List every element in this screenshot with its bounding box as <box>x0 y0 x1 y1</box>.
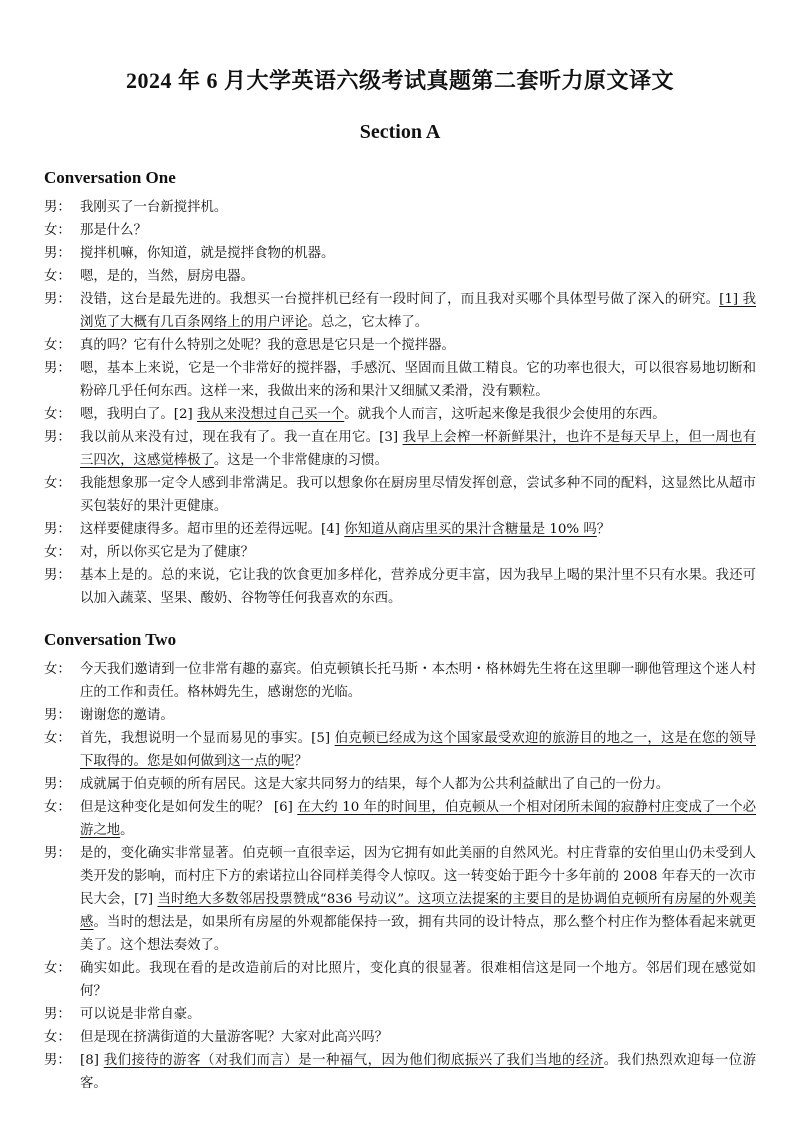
dialogue-text <box>80 242 756 265</box>
dialogue-line <box>44 727 756 773</box>
dialogue-line <box>44 773 756 796</box>
dialogue-line <box>44 265 756 288</box>
dialogue-text <box>80 1049 756 1095</box>
dialogue-text <box>80 472 756 518</box>
text-segment: 谢谢您的邀请。 <box>80 708 174 723</box>
dialogue-text <box>80 773 756 796</box>
dialogue-text <box>80 541 756 564</box>
conversation-block <box>44 630 756 1095</box>
speaker-label: 女： <box>44 662 71 677</box>
text-segment: 但是这种变化是如何发生的呢？ [6] <box>80 800 298 815</box>
text-segment: 这样要健康得多。超市里的还差得远呢。[4] <box>80 522 345 537</box>
dialogue-line <box>44 658 756 704</box>
speaker-label: 男： <box>44 1053 71 1068</box>
speaker-label: 女： <box>44 731 71 746</box>
dialogue-line <box>44 842 756 957</box>
speaker-label: 男： <box>44 361 71 376</box>
speaker-label: 男： <box>44 292 71 307</box>
dialogue-text <box>80 518 756 541</box>
text-segment: 真的吗？它有什么特别之处呢？我的意思是它只是一个搅拌器。 <box>80 338 455 353</box>
text-segment: 基本上是的。总的来说，它让我的饮食更加多样化，营养成分更丰富，因为我早上喝的果汁里不只有水果。我还可以加入蔬菜、坚果、酸奶、谷物等任何我喜欢的东西。 <box>80 568 756 606</box>
dialogue-text <box>80 704 756 727</box>
text-segment: 。总之，它太棒了。 <box>307 315 429 330</box>
text-segment: 我刚买了一台新搅拌机。 <box>80 200 228 215</box>
dialogue-line <box>44 196 756 219</box>
speaker-label: 男： <box>44 846 71 861</box>
text-segment: 今天我们邀请到一位非常有趣的嘉宾。伯克顿镇长托马斯・本杰明・格林姆先生将在这里聊一聊他管理这个迷人村庄的工作和责任。格林姆先生，感谢您的光临。 <box>80 662 756 700</box>
text-segment: 。 <box>120 823 134 838</box>
answer-underline: [1] 我浏览了大概有几百条网络上的用户评论 <box>80 292 756 330</box>
dialogue-line <box>44 472 756 518</box>
conversation-heading: Conversation One <box>44 168 176 187</box>
speaker-label: 女： <box>44 800 71 815</box>
text-segment: 。当时的想法是，如果所有房屋的外观都能保持一致，拥有共同的设计特点，那么整个村庄作为整体看起来就更美了。这个想法奏效了。 <box>80 915 757 953</box>
dialogue-line <box>44 564 756 610</box>
dialogue-text <box>80 426 756 472</box>
dialogue-line <box>44 219 756 242</box>
conversation-block <box>44 168 756 610</box>
answer-underline: 我从来没想过自己买一个 <box>196 407 345 422</box>
dialogue-text <box>80 219 756 242</box>
dialogue-line <box>44 334 756 357</box>
text-segment: 首先，我想说明一个显而易见的事实。[5] <box>80 731 335 746</box>
dialogue-line <box>44 1049 756 1095</box>
speaker-label: 男： <box>44 246 71 261</box>
dialogue-text <box>80 564 756 610</box>
dialogue-line <box>44 518 756 541</box>
dialogue-line <box>44 426 756 472</box>
dialogue-text <box>80 1026 756 1049</box>
text-segment: 那是什么？ <box>80 223 147 238</box>
answer-underline: 我早上会榨一杯新鲜果汁，也许不是每天早上，但一周也有三四次，这感觉棒极了 <box>80 430 756 468</box>
text-segment: 确实如此。我现在看的是改造前后的对比照片，变化真的很显著。很难相信这是同一个地方。邻居们现在感觉如何？ <box>80 961 756 999</box>
dialogue-text <box>80 288 756 334</box>
answer-underline: 在大约 10 年的时间里，伯克顿从一个相对闭所未闻的寂静村庄变成了一个必游之地 <box>80 800 756 838</box>
dialogue-line <box>44 1026 756 1049</box>
speaker-label: 女： <box>44 269 71 284</box>
answer-underline: 伯克顿已经成为这个国家最受欢迎的旅游目的地之一，这是在您的领导下取得的。您是如何做到这一点的呢 <box>80 731 756 769</box>
text-segment: 。这是一个非常健康的习惯。 <box>213 453 388 468</box>
speaker-label: 女： <box>44 407 71 422</box>
speaker-label: 男： <box>44 200 71 215</box>
speaker-label: 女： <box>44 1030 71 1045</box>
text-segment: 搅拌机嘛，你知道，就是搅拌食物的机器。 <box>80 246 335 261</box>
text-segment: 我以前从来没有过，现在我有了。我一直在用它。[3] <box>80 430 403 445</box>
answer-underline: 当时绝大多数邻居投票赞成“836 号动议”。这项立法提案的主要目的是协调伯克顿所有房屋的外观美感 <box>80 892 756 930</box>
dialogue-line <box>44 704 756 727</box>
speaker-label: 女： <box>44 223 71 238</box>
dialogue-text <box>80 357 756 403</box>
document-title: 2024 年 6 月大学英语六级考试真题第二套听力原文译文 <box>125 68 674 93</box>
text-segment: 成就属于伯克顿的所有居民。这是大家共同努力的结果，每个人都为公共利益献出了自己的一份力。 <box>80 777 670 792</box>
dialogue-line <box>44 796 756 842</box>
text-segment: 嗯，我明白了。[2] <box>80 407 197 422</box>
dialogue-line <box>44 242 756 265</box>
dialogue-line <box>44 403 756 426</box>
conversation-heading: Conversation Two <box>44 630 177 649</box>
text-segment: 。我们热烈欢迎每一位游客。 <box>80 1053 757 1091</box>
speaker-label: 男： <box>44 568 71 583</box>
text-segment: 嗯，基本上来说，它是一个非常好的搅拌器，手感沉、坚固而且做工精良。它的功率也很大，可以很容易地切断和粉碎几乎任何东西。这样一来，我做出来的汤和果汁又细腻又柔滑，没有颗粒。 <box>80 361 756 399</box>
speaker-label: 男： <box>44 708 71 723</box>
speaker-label: 女： <box>44 961 71 976</box>
speaker-label: 女： <box>44 338 71 353</box>
dialogue-line <box>44 957 756 1003</box>
text-segment: 没错，这台是最先进的。我想买一台搅拌机已经有一段时间了，而且我对买哪个具体型号做了深入的研究。 <box>80 292 720 307</box>
speaker-label: 男： <box>44 522 71 537</box>
dialogue-line <box>44 288 756 334</box>
text-segment: 。就我个人而言，这听起来像是我很少会使用的东西。 <box>344 407 666 422</box>
conversations-container <box>44 168 756 1095</box>
speaker-label: 女： <box>44 545 71 560</box>
speaker-label: 男： <box>44 1007 71 1022</box>
text-segment: 我能想象那一定令人感到非常满足。我可以想象你在厨房里尽情发挥创意，尝试多种不同的配料，这显然比从超市买包装好的果汁更健康。 <box>80 476 756 514</box>
dialogue-text <box>80 957 756 1003</box>
text-segment: [8] <box>80 1053 104 1068</box>
dialogue-line <box>44 357 756 403</box>
text-segment: ？ <box>294 754 308 769</box>
dialogue-text <box>80 842 756 957</box>
text-segment: 嗯，是的，当然，厨房电器。 <box>80 269 255 284</box>
speaker-label: 男： <box>44 777 71 792</box>
section-heading: Section A <box>359 121 441 143</box>
speaker-label: 女： <box>44 476 71 491</box>
text-segment: 可以说是非常自豪。 <box>80 1007 201 1022</box>
dialogue-text <box>80 265 756 288</box>
dialogue-text <box>80 334 756 357</box>
speaker-label: 男： <box>44 430 71 445</box>
dialogue-text <box>80 1003 756 1026</box>
dialogue-text <box>80 658 756 704</box>
text-segment: 对，所以你买它是为了健康？ <box>80 545 255 560</box>
answer-underline: 我们接待的游客（对我们而言）是一种福气，因为他们彻底振兴了我们当地的经济 <box>103 1053 604 1068</box>
text-segment: ？ <box>596 522 611 537</box>
dialogue-line <box>44 541 756 564</box>
text-segment: 但是现在挤满街道的大量游客呢？大家对此高兴吗？ <box>80 1030 388 1045</box>
dialogue-line <box>44 1003 756 1026</box>
answer-underline: 你知道从商店里买的果汁含糖量是 10% 吗 <box>344 522 597 537</box>
dialogue-text <box>80 196 756 219</box>
dialogue-text <box>80 796 756 842</box>
text-segment: 是的，变化确实非常显著。伯克顿一直很幸运，因为它拥有如此美丽的自然风光。村庄背靠的安伯里山仍未受到人类开发的影响，而村庄下方的索诺拉山谷同样美得令人惊叹。这一转变始于距今十多年前的 2008 年春天的一次市民大会，[7] <box>80 846 756 907</box>
dialogue-text <box>80 727 756 773</box>
dialogue-text <box>80 403 756 426</box>
